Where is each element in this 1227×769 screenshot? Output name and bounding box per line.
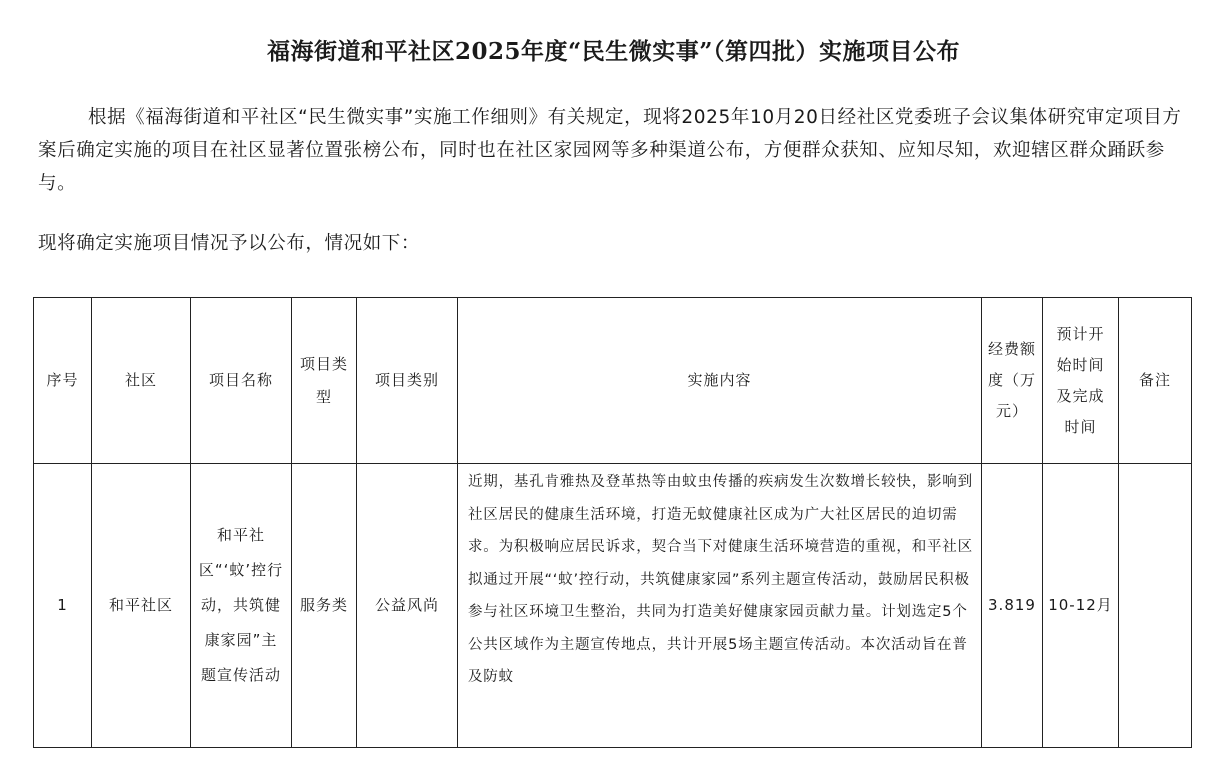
header-seq: 序号 xyxy=(34,298,92,464)
header-project-type: 项目类型 xyxy=(292,298,357,464)
header-content: 实施内容 xyxy=(458,298,982,464)
cell-community: 和平社区 xyxy=(92,464,191,748)
header-project-name: 项目名称 xyxy=(191,298,292,464)
cell-project-category: 公益风尚 xyxy=(357,464,458,748)
page-title: 福海街道和平社区2025年度“民生微实事”（第四批）实施项目公布 xyxy=(267,38,960,65)
project-table xyxy=(33,297,1192,748)
header-remarks: 备注 xyxy=(1119,298,1192,464)
cell-project-type: 服务类 xyxy=(292,464,357,748)
intro-paragraph: 根据《福海街道和平社区“民生微实事”实施工作细则》有关规定，现将2025年10月20日经社区党委班子会议集体研究审定项目方案后确定实施的项目在社区显著位置张榜公布，同时也在社区家园网等多种渠道公布，方便群众获知、应知尽知，欢迎辖区群众踊跃参与。 xyxy=(38,107,1182,194)
cell-seq: 1 xyxy=(34,464,92,748)
header-community: 社区 xyxy=(92,298,191,464)
table-row xyxy=(34,464,1192,748)
cell-content: 近期，基孔肯雅热及登革热等由蚊虫传播的疾病发生次数增长较快，影响到社区居民的健康生活环境，打造无蚊健康社区成为广大社区居民的迫切需求。为积极响应居民诉求，契合当下对健康生活环境营造的重视，和平社区拟通过开展“‘蚊’控行动，共筑健康家园”系列主题宣传活动，鼓励居民积极参与社区环境卫生整治，共同为打造美好健康家园贡献力量。计划选定5个公共区域作为主题宣传地点，共计开展5场主题宣传活动。本次活动旨在普及防蚊 xyxy=(458,464,982,748)
table-header-row xyxy=(34,298,1192,464)
intro-lead-in: 现将确定实施项目情况予以公布，情况如下： xyxy=(38,233,421,254)
cell-schedule: 10-12月 xyxy=(1043,464,1119,748)
cell-project-name: 和平社区“‘蚊’控行动，共筑健康家园”主题宣传活动 xyxy=(191,464,292,748)
header-project-category: 项目类别 xyxy=(357,298,458,464)
cell-remarks xyxy=(1119,464,1192,748)
header-schedule: 预计开始时间及完成时间 xyxy=(1043,298,1119,464)
header-budget: 经费额度（万元） xyxy=(982,298,1043,464)
cell-budget: 3.819 xyxy=(982,464,1043,748)
